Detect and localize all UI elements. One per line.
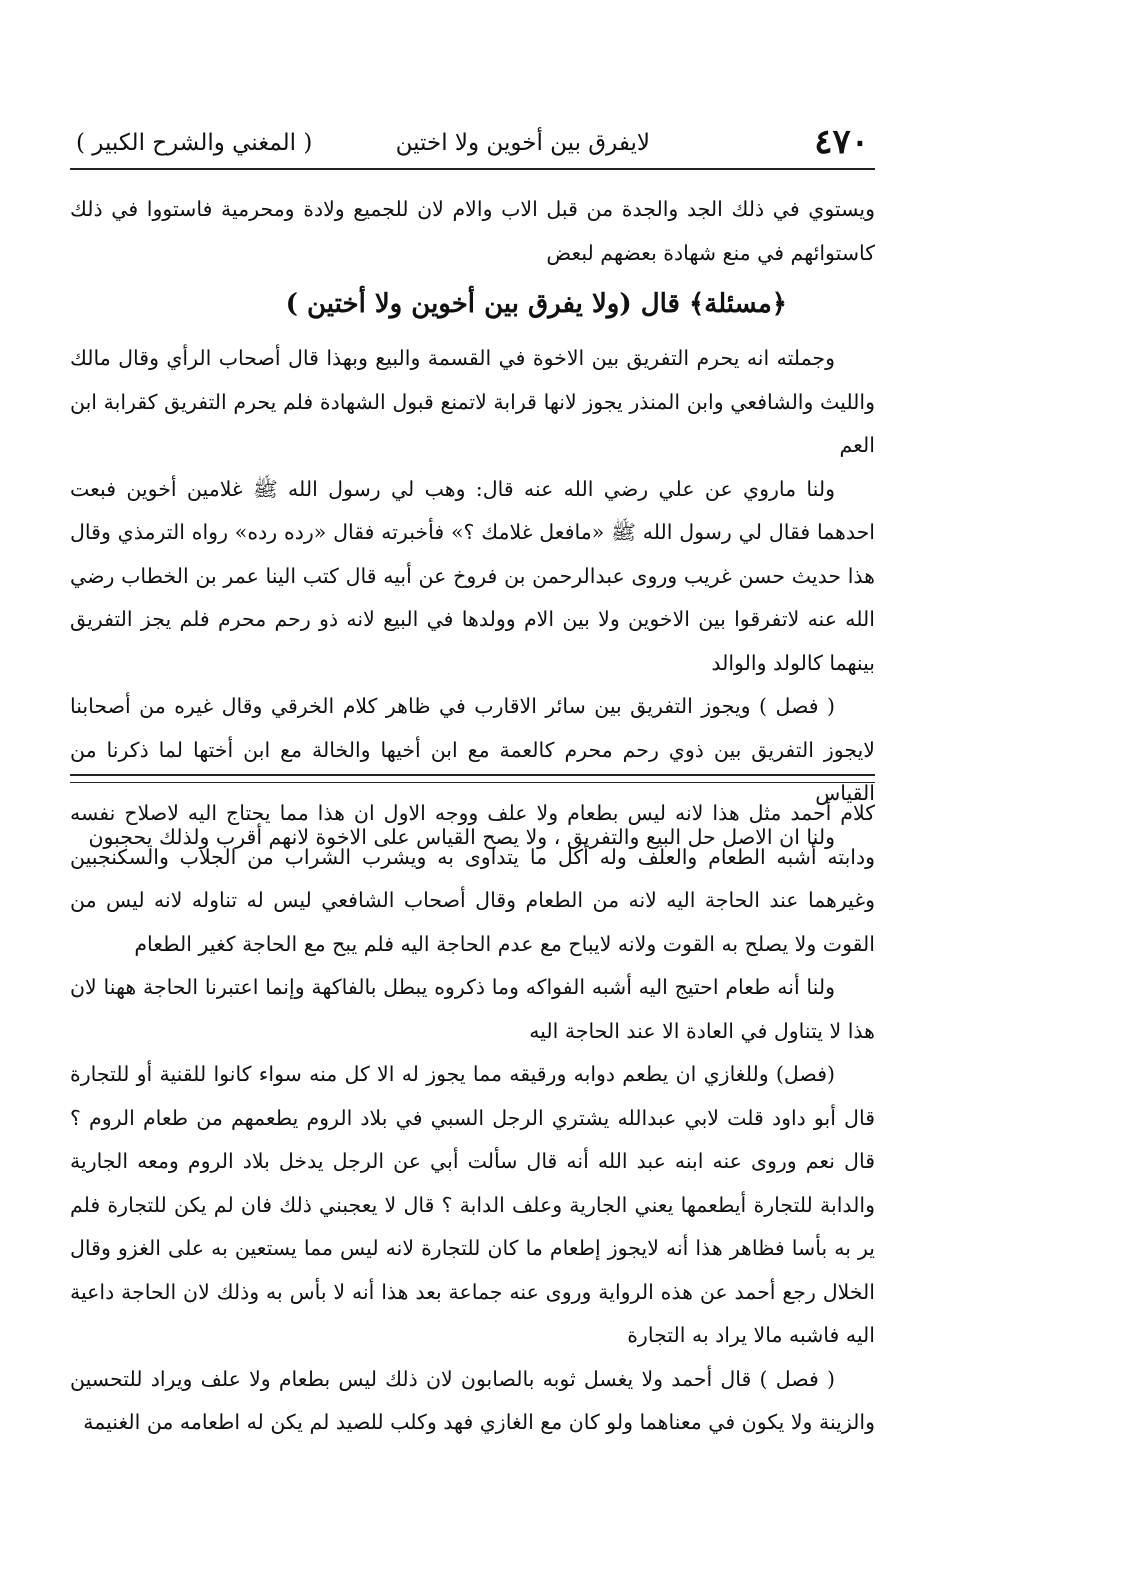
page-number: ٤٧٠ bbox=[814, 122, 869, 162]
page bbox=[70, 100, 875, 1500]
section-divider bbox=[70, 774, 875, 783]
paragraph-upper-5: ولنا ان الاصل حل البيع والتفريق ، ولا يصح القياس على الاخوة لانهم أقرب ولذلك يحجبون bbox=[88, 824, 835, 849]
paragraph-upper-2: وجملته انه يحرم التفريق بين الاخوة في القسمة والبيع وبهذا قال أصحاب الرأي وقال مالك والليث والشافعي وابن المنذر يجوز لانها قرابة لاتمنع قبول الشهادة فلم يحرم التفريق كقرابة ابن العم bbox=[70, 346, 875, 457]
masala-text: قال (ولا يفرق بين أخوين ولا أختين ) bbox=[285, 289, 680, 319]
book-title: ( المغني والشرح الكبير ) bbox=[76, 130, 313, 156]
masala-label: ﴿مسئلة﴾ bbox=[689, 289, 787, 319]
masala-heading bbox=[70, 277, 875, 331]
page-header bbox=[70, 100, 875, 170]
lower-text-block bbox=[70, 792, 875, 1445]
paragraph-lower-4: ( فصل ) قال أحمد ولا يغسل ثوبه بالصابون لان ذلك ليس بطعام ولا علف ويراد للتحسين والزينة ولا يكون في معناهما ولو كان مع الغازي فهد وكلب للصيد لم يكن له اطعامه من الغنيمة bbox=[70, 1366, 875, 1434]
paragraph-upper-1: ويستوي في ذلك الجد والجدة من قبل الاب والام لان للجميع ولادة ومحرمية فاستووا في ذلك كاستوائهم في منع شهادة بعضهم لبعض bbox=[70, 197, 875, 265]
paragraph-upper-3: ولنا ماروي عن علي رضي الله عنه قال: وهب لي رسول الله ﷺ غلامين أخوين فبعت احدهما فقال لي رسول الله ﷺ «مافعل غلامك ؟» فأخبرته فقال «رده رده» رواه الترمذي وقال هذا حديث حسن غريب وروى عبدالرحمن بن فروخ عن أبيه قال كتب الينا عمر بن الخطاب رضي الله عنه لاتفرقوا بين الاخوين ولا بين الام وولدها في البيع لانه ذو رحم محرم فلم يجز التفريق بينهما كالولد والوالد bbox=[70, 476, 875, 675]
paragraph-lower-1: كلام أحمد مثل هذا لانه ليس بطعام ولا علف ووجه الاول ان هذا مما يحتاج اليه لاصلاح نفسه ودابته أشبه الطعام والعلف وله أكل ما يتداوى به ويشرب الشراب من الجلاب والسكنجبين وغيرهما عند الحاجة اليه لانه من الطعام وقال أصحاب الشافعي ليس له تناوله لانه ليس من القوت ولا يصلح به القوت ولانه لايباح مع عدم الحاجة اليه فلم يبح مع الحاجة كغير الطعام bbox=[70, 801, 875, 956]
running-title: لايفرق بين أخوين ولا اختين bbox=[395, 130, 650, 156]
paragraph-upper-4: ( فصل ) ويجوز التفريق بين سائر الاقارب في ظاهر كلام الخرقي وقال غيره من أصحابنا لايجوز التفريق بين ذوي رحم محرم كالعمة مع ابن أخيها والخالة مع ابن أختها لما ذكرنا من القياس bbox=[70, 694, 875, 805]
upper-text-block bbox=[70, 188, 875, 859]
paragraph-lower-2: ولنا أنه طعام احتيج اليه أشبه الفواكه وما ذكروه يبطل بالفاكهة وإنما اعتبرنا الحاجة ههنا لان هذا لا يتناول في العادة الا عند الحاجة اليه bbox=[70, 975, 875, 1043]
paragraph-lower-3: (فصل) وللغازي ان يطعم دوابه ورقيقه مما يجوز له الا كل منه سواء كانوا للقنية أو للتجارة قال أبو داود قلت لابي عبدالله يشتري الرجل السبي في بلاد الروم يطعمهم من طعام الروم ؟ قال نعم وروى عنه ابنه عبد الله أنه قال سألت أبي عن الرجل يدخل بلاد الروم ومعه الجارية والدابة للتجارة أيطعمها يعني الجارية وعلف الدابة ؟ قال لا يعجبني ذلك فان لم يكن للتجارة فلم ير به بأسا فظاهر هذا أنه لايجوز إطعام ما كان للتجارة لانه ليس مما يستعين به على الغزو وقال الخلال رجع أحمد عن هذه الرواية وروى عنه جماعة بعد هذا أنه لا بأس به وذلك لان الحاجة داعية اليه فاشبه مالا يراد به التجارة bbox=[70, 1062, 875, 1347]
